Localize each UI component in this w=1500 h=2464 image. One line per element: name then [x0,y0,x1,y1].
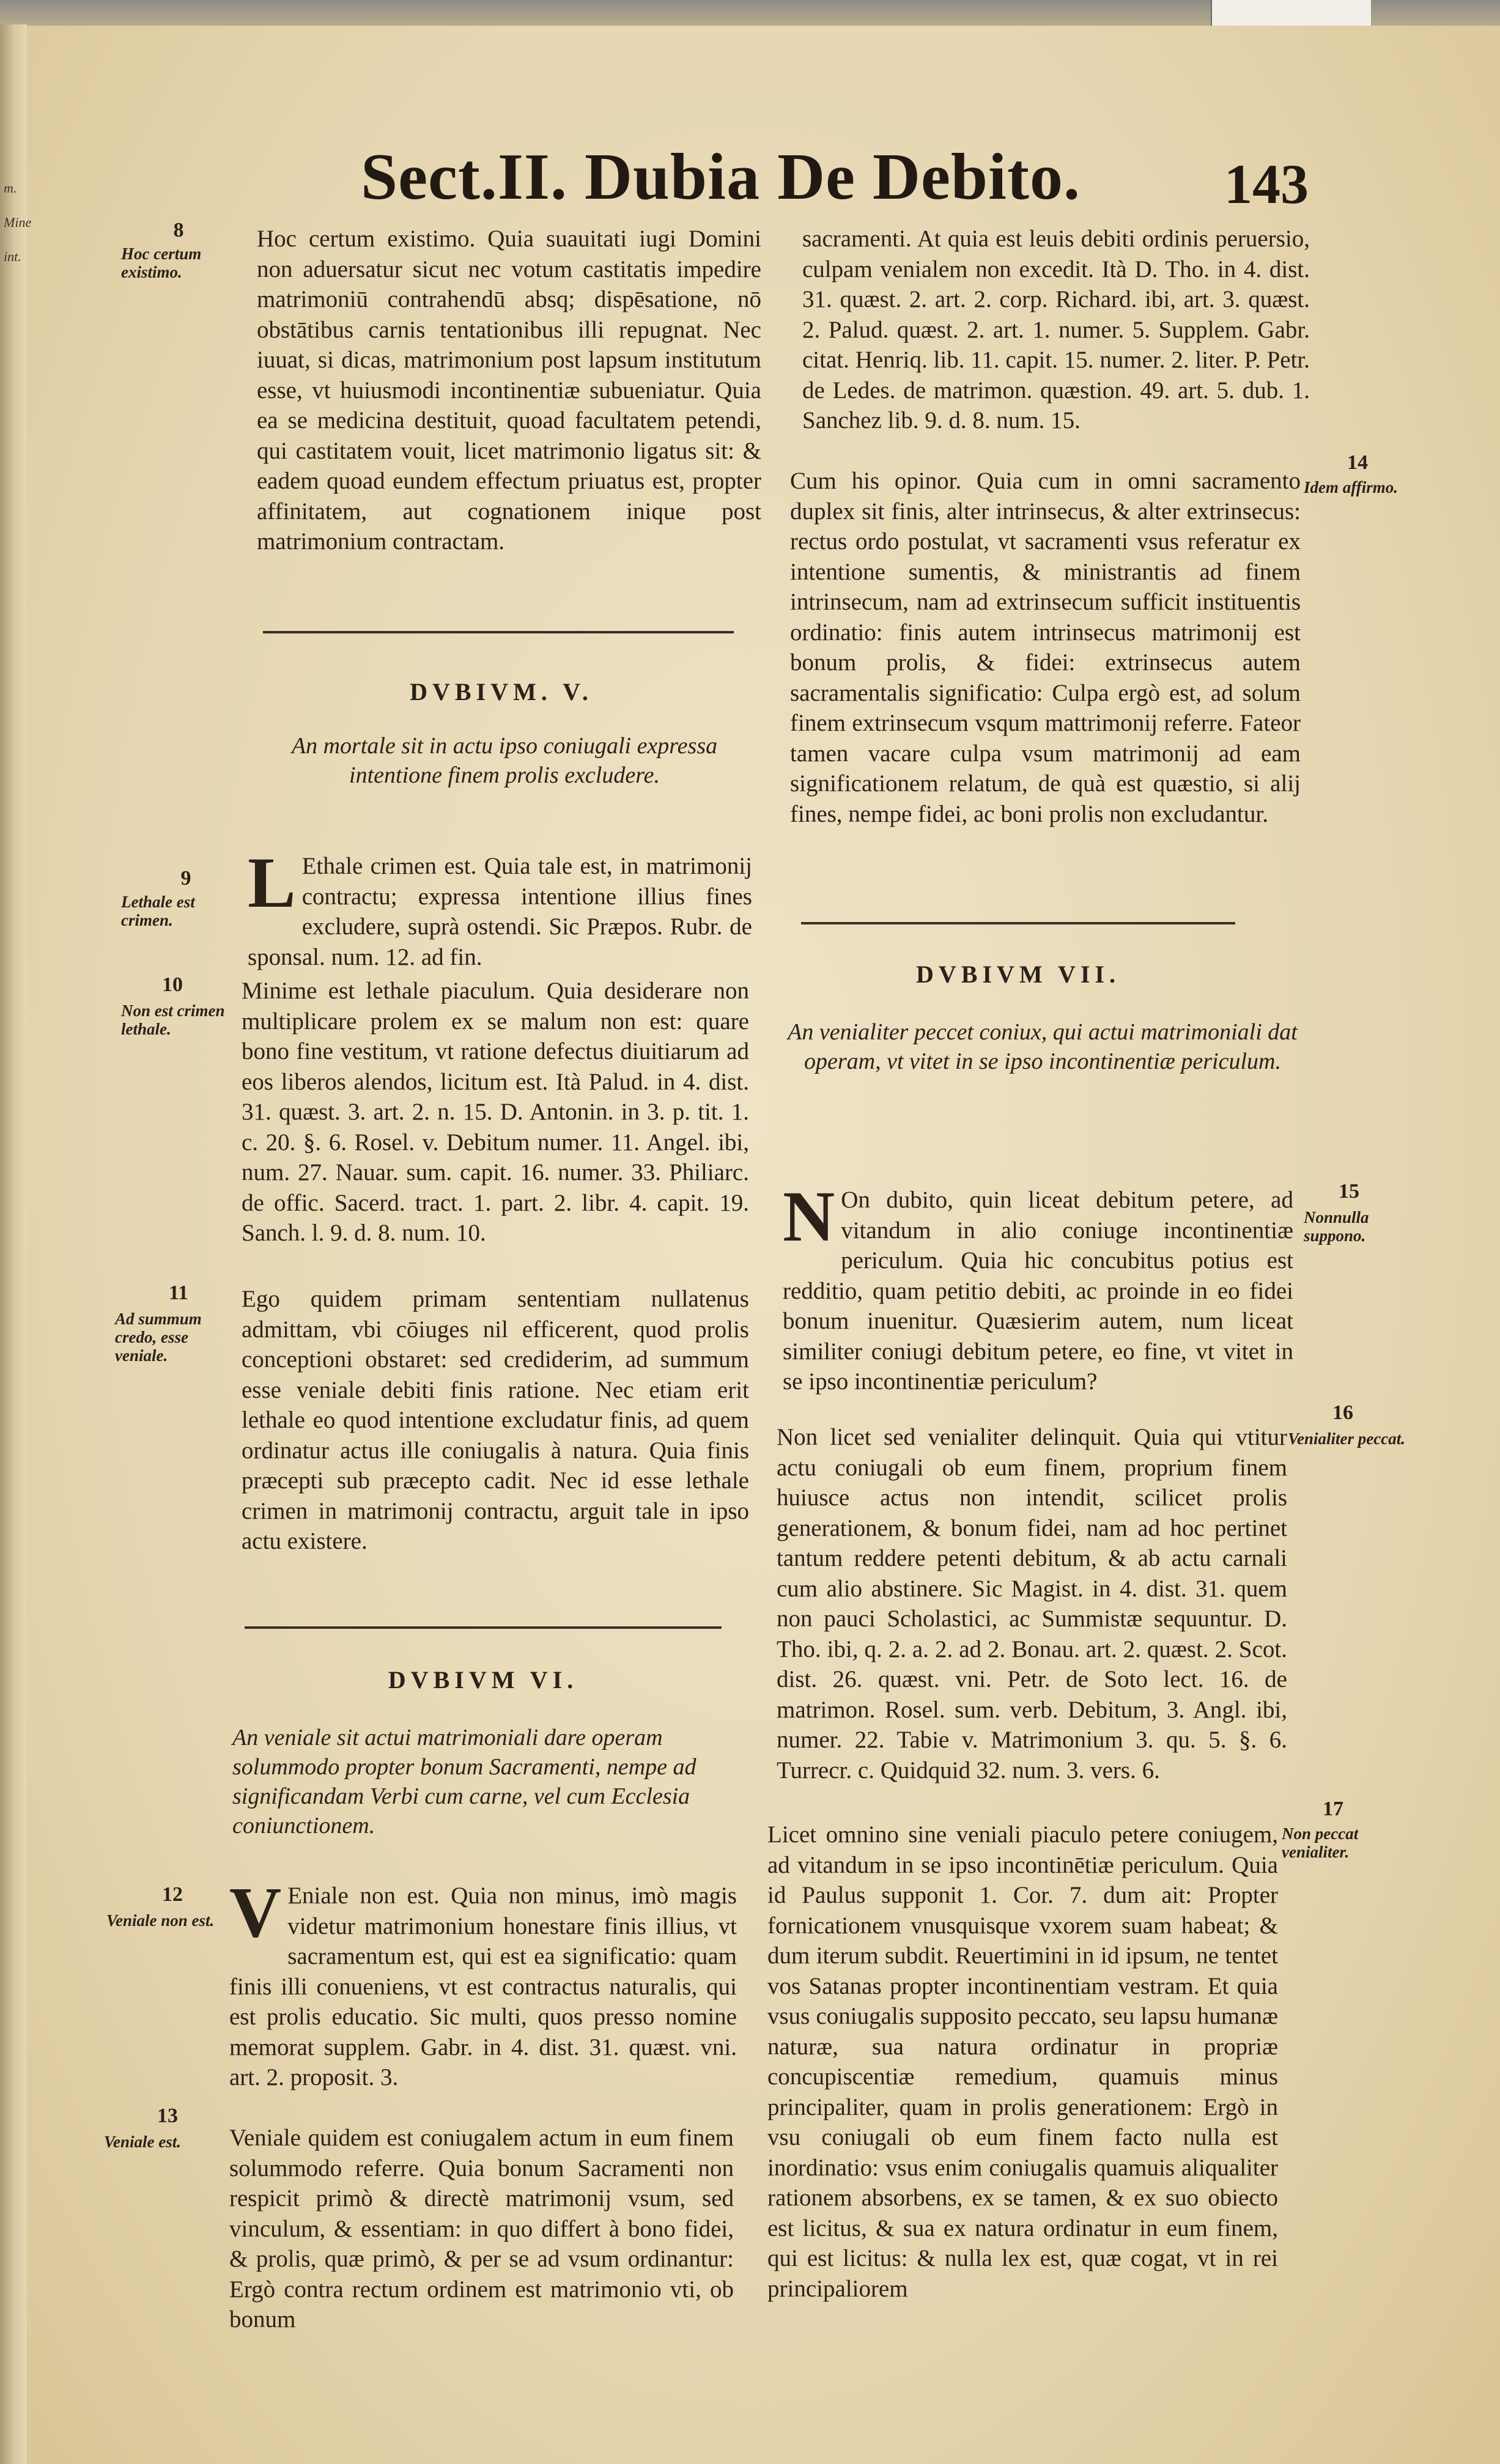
margin-number: 15 [1339,1180,1359,1203]
page-number: 143 [1224,153,1309,215]
paragraph-text: Ethale crimen est. Quia tale est, in matrimonij contractu; expressa intentione illius fines excludere, suprà ostendi. Sic Præpos. Rubr. de sponsal. num. 12. ad fin. [248,853,752,970]
binding-fragment: int. [4,249,21,264]
right-paragraph-14 [790,466,1301,829]
left-paragraph-13 [229,2123,734,2335]
running-head [361,139,1309,225]
binding-fragment: Mine [4,215,32,230]
binding-fragments [4,171,32,274]
paragraph-text: Eniale non est. Quia non minus, imò magis videtur matrimonium honestare finis illius, vt sacramentum est, qui est ea significatio: quam finis illi conueniens, vt est contractus naturalis, qui est prolis educatio. Sic multi, quos presso nomine memorat supplem. Gabr. in 4. dist. 31. quæst. vni. art. 2. proposit. 3. [229,1883,737,2090]
right-paragraph-16 [777,1422,1287,1785]
scan-top-edge [0,0,1500,26]
margin-note: Ad summum credo, esse veniale. [115,1310,202,1365]
margin-number: 12 [162,1883,183,1906]
paragraph-text: Minime est lethale piaculum. Quia desiderare non multiplicare prolem ex se malum non est: quare bono fine vestitum, vt ratione defectus diuitiarum ad eos liberos alendos, licitum est. Ità Palud. in 4. dist. 31. quæst. 3. art. 2. n. 15. D. Antonin. in 3. p. tit. 1. c. 20. §. 6. Rosel. v. Debitum numer. 11. Angel. ibi, num. 27. Nauar. sum. capit. 16. numer. 33. Philiarc. de offic. Sacerd. tract. 1. part. 2. libr. 4. capit. 19. Sanch. l. 9. d. 8. num. 10. [242,978,749,1246]
paragraph-text: sacramenti. At quia est leuis debiti ordinis peruersio, culpam venialem non excedit. Ità D. Tho. in 4. dist. 31. quæst. 2. art. 2. corp. Richard. ibi, art. 3. quæst. 2. Palud. quæst. 2. art. 1. numer. 5. Supplem. Gabr. citat. Henriq. lib. 11. capit. 15. numer. 2. liter. P. Petr. de Ledes. de matrimon. quæstion. 49. art. 5. dub. 1. Sanchez lib. 9. d. 8. num. 15. [802,226,1310,433]
margin-number: 9 [180,867,191,890]
margin-note: Venialiter peccat. [1288,1429,1405,1448]
paragraph-text: Hoc certum existimo. Quia suauitati iugi Domini non aduersatur sicut nec votum castitatis impedire matrimoniū contrahendū absq; dispēsatione, nō obstātibus carnis tentationibus illi repugnat. Nec iuuat, si dicas, matrimonium post lapsum institutum esse, vt huiusmodi incontinentiæ subueniatur. Quia ea se medicina destituit, quoad facultatem petendi, qui castitatem vouit, licet matrimonio ligatus sit: & eadem quoad eundem effectum priuatus est, propter affinitatem, aut cognationem inique post matrimonium contractam. [257,226,761,555]
paragraph-text: Non licet sed venialiter delinquit. Quia qui vtitur actu coniugali ob eum finem, proprium finem huiusce actus non intendit, scilicet prolis generationem, & bonum fidei, nam ad hoc pertinet tantum reddere petenti debitum, & ab actu carnali cum alio abstinere. Sic Magist. in 4. dist. 31. quem non pauci Scholastici, ac Summistæ sequuntur. D. Tho. ibi, q. 2. a. 2. ad 2. Bonau. art. 2. quæst. 2. Scot. dist. 26. quæst. vni. Petr. de Soto lect. 16. de matrimon. Rosel. sum. verb. Debitum, 3. Angl. ibi, numer. 22. Tabie v. Matrimonium 3. qu. 5. §. 6. Turrecr. c. Quidquid 32. num. 3. vers. 6. [777,1424,1287,1783]
margin-note: Idem affirmo. [1304,478,1398,496]
margin-number: 10 [162,973,183,996]
paragraph-text: Cum his opinor. Quia cum in omni sacramento duplex sit finis, alter intrinsecus, & alter extrinsecus: rectus ordo postulat, vt sacramenti vsus referatur ex intentione sumentis, & ministrantis ad finem intrinsecum, nam ad extrinsecum sufficit instituentis ordinatio: finis autem intrinsecus matrimonij est bonum prolis, & fidei: extrinsecus autem sacramentalis significatio: Culpa ergò est, ad solum finem extrinsecum vsqum mattrimonij referre. Fateor tamen vacare culpa vsum matrimonij ad eam significationem relatum, de quà est quæstio, si alij fines, nempe fidei, ac boni prolis non excludantur. [790,468,1301,827]
drop-capital-n: N [783,1176,835,1256]
margin-note: Hoc certum existimo. [121,245,202,281]
drop-capital-l: L [248,843,296,923]
margin-note: Non est crimen lethale. [121,1001,225,1038]
left-paragraph-8 [257,224,761,557]
page-title: Sect.II. Dubia De Debito. [361,141,1081,213]
margin-note: Nonnulla suppono. [1304,1208,1369,1245]
section-rule [263,631,734,633]
section-rule [801,922,1235,924]
paragraph-text: Ego quidem primam sententiam nullatenus admittam, vbi cōiuges nil efficerent, quod prolis conceptioni obstaret: sed crediderim, ad summum esse veniale debiti finis ratione. Nec etiam erit lethale eo quod intentione excludatur finis, ad quem ordinatur actus ille coniugalis à natura. Quia finis præcepti sub præcepto cadit. Nec id esse lethale crimen in matrimonij contractu, arguit tale in ipso actu existere. [242,1286,749,1554]
margin-number: 17 [1323,1798,1343,1820]
right-paragraph-17 [767,1820,1278,2304]
margin-number: 11 [168,1282,189,1304]
section-rule [245,1626,722,1629]
margin-note: Veniale est. [104,2133,181,2151]
left-paragraph-9 [248,843,752,972]
paper-tab [1211,0,1371,26]
margin-number: 8 [173,219,184,242]
dubium-6-heading: DVBIVM VI. [388,1666,578,1694]
dubium-7-question: An venialiter peccet coniux, qui actui matrimoniali dat operam, vt vitet in se ipso incontinentiæ periculum. [788,1019,1298,1074]
binding-fragment: m. [4,180,17,196]
book-binding [0,24,32,2464]
margin-number: 13 [157,2104,178,2127]
right-paragraph-top [802,224,1310,436]
drop-capital-v: V [229,1872,282,1952]
paragraph-text: Licet omnino sine veniali piaculo petere coniugem, ad vitandum in se ipso incontinētiæ periculum. Quia id Paulus supponit 1. Cor. 7. dum ait: Propter fornicationem vnusquisque vxorem suam habeat; & dum iterum subdit. Reuertimini in id ipsum, ne tentet vos Satanas propter incontinentiam vestram. Et quia vsus coniugalis supposito peccato, seu lapsu humanæ naturæ, sua natura ordinatur in propriæ concupiscentiæ remedium, quamuis minus principaliter, quam in prolis generationem: Ergò in vsu coniugali ob eum finem facto nulla est inordinatio: vsus enim coniugalis quamuis aliqualiter rationem absorbens, ex se tamen, & ex suo obiecto est licitus, & sua ex natura ordinatur in eum finem, qui est licitus: & nulla lex est, quæ cogat, vt in rei principaliorem [767,1821,1278,2302]
left-paragraph-10 [242,976,749,1249]
margin-note: Lethale est crimen. [121,893,195,929]
dubium-5-question: An mortale sit in actu ipso coniugali expressa intentione finem prolis excludere. [291,733,718,788]
margin-number: 14 [1347,451,1368,474]
dubium-6-question: An veniale sit actui matrimoniali dare operam solummodo propter bonum Sacramenti, nempe ad significandam Verbi cum carne, vel cum Ecclesia coniunctionem. [232,1725,696,1839]
right-paragraph-15 [783,1176,1293,1397]
paragraph-text: On dubito, quin liceat debitum petere, ad vitandum in alio coniuge incontinentiæ periculum. Quia hic concubitus potius est redditio, quam petitio debiti, ac proinde in eo fidei bonum inuenitur. Quæsierim autem, num liceat similiter coniugi debitum petere, eo fine, vt vitet in se ipso incontinentiæ periculum? [783,1187,1293,1395]
margin-note: Non peccat venialiter. [1282,1824,1359,1861]
left-paragraph-12 [229,1872,737,2093]
dubium-7-heading: DVBIVM VII. [916,961,1120,988]
paragraph-text: Veniale quidem est coniugalem actum in eum finem solummodo referre. Quia bonum Sacramenti non respicit primò & directè matrimonij vsum, sed vinculum, & essentiam: in quo differt à bono fidei, & prolis, quæ primò, & per se ad vsum ordinantur: Ergò contra rectum ordinem est matrimonio vti, ob bonum [229,2125,734,2333]
dubium-5-heading: DVBIVM. V. [410,678,593,706]
margin-note: Veniale non est. [106,1911,215,1930]
left-paragraph-11 [242,1284,749,1557]
margin-number: 16 [1332,1401,1353,1424]
